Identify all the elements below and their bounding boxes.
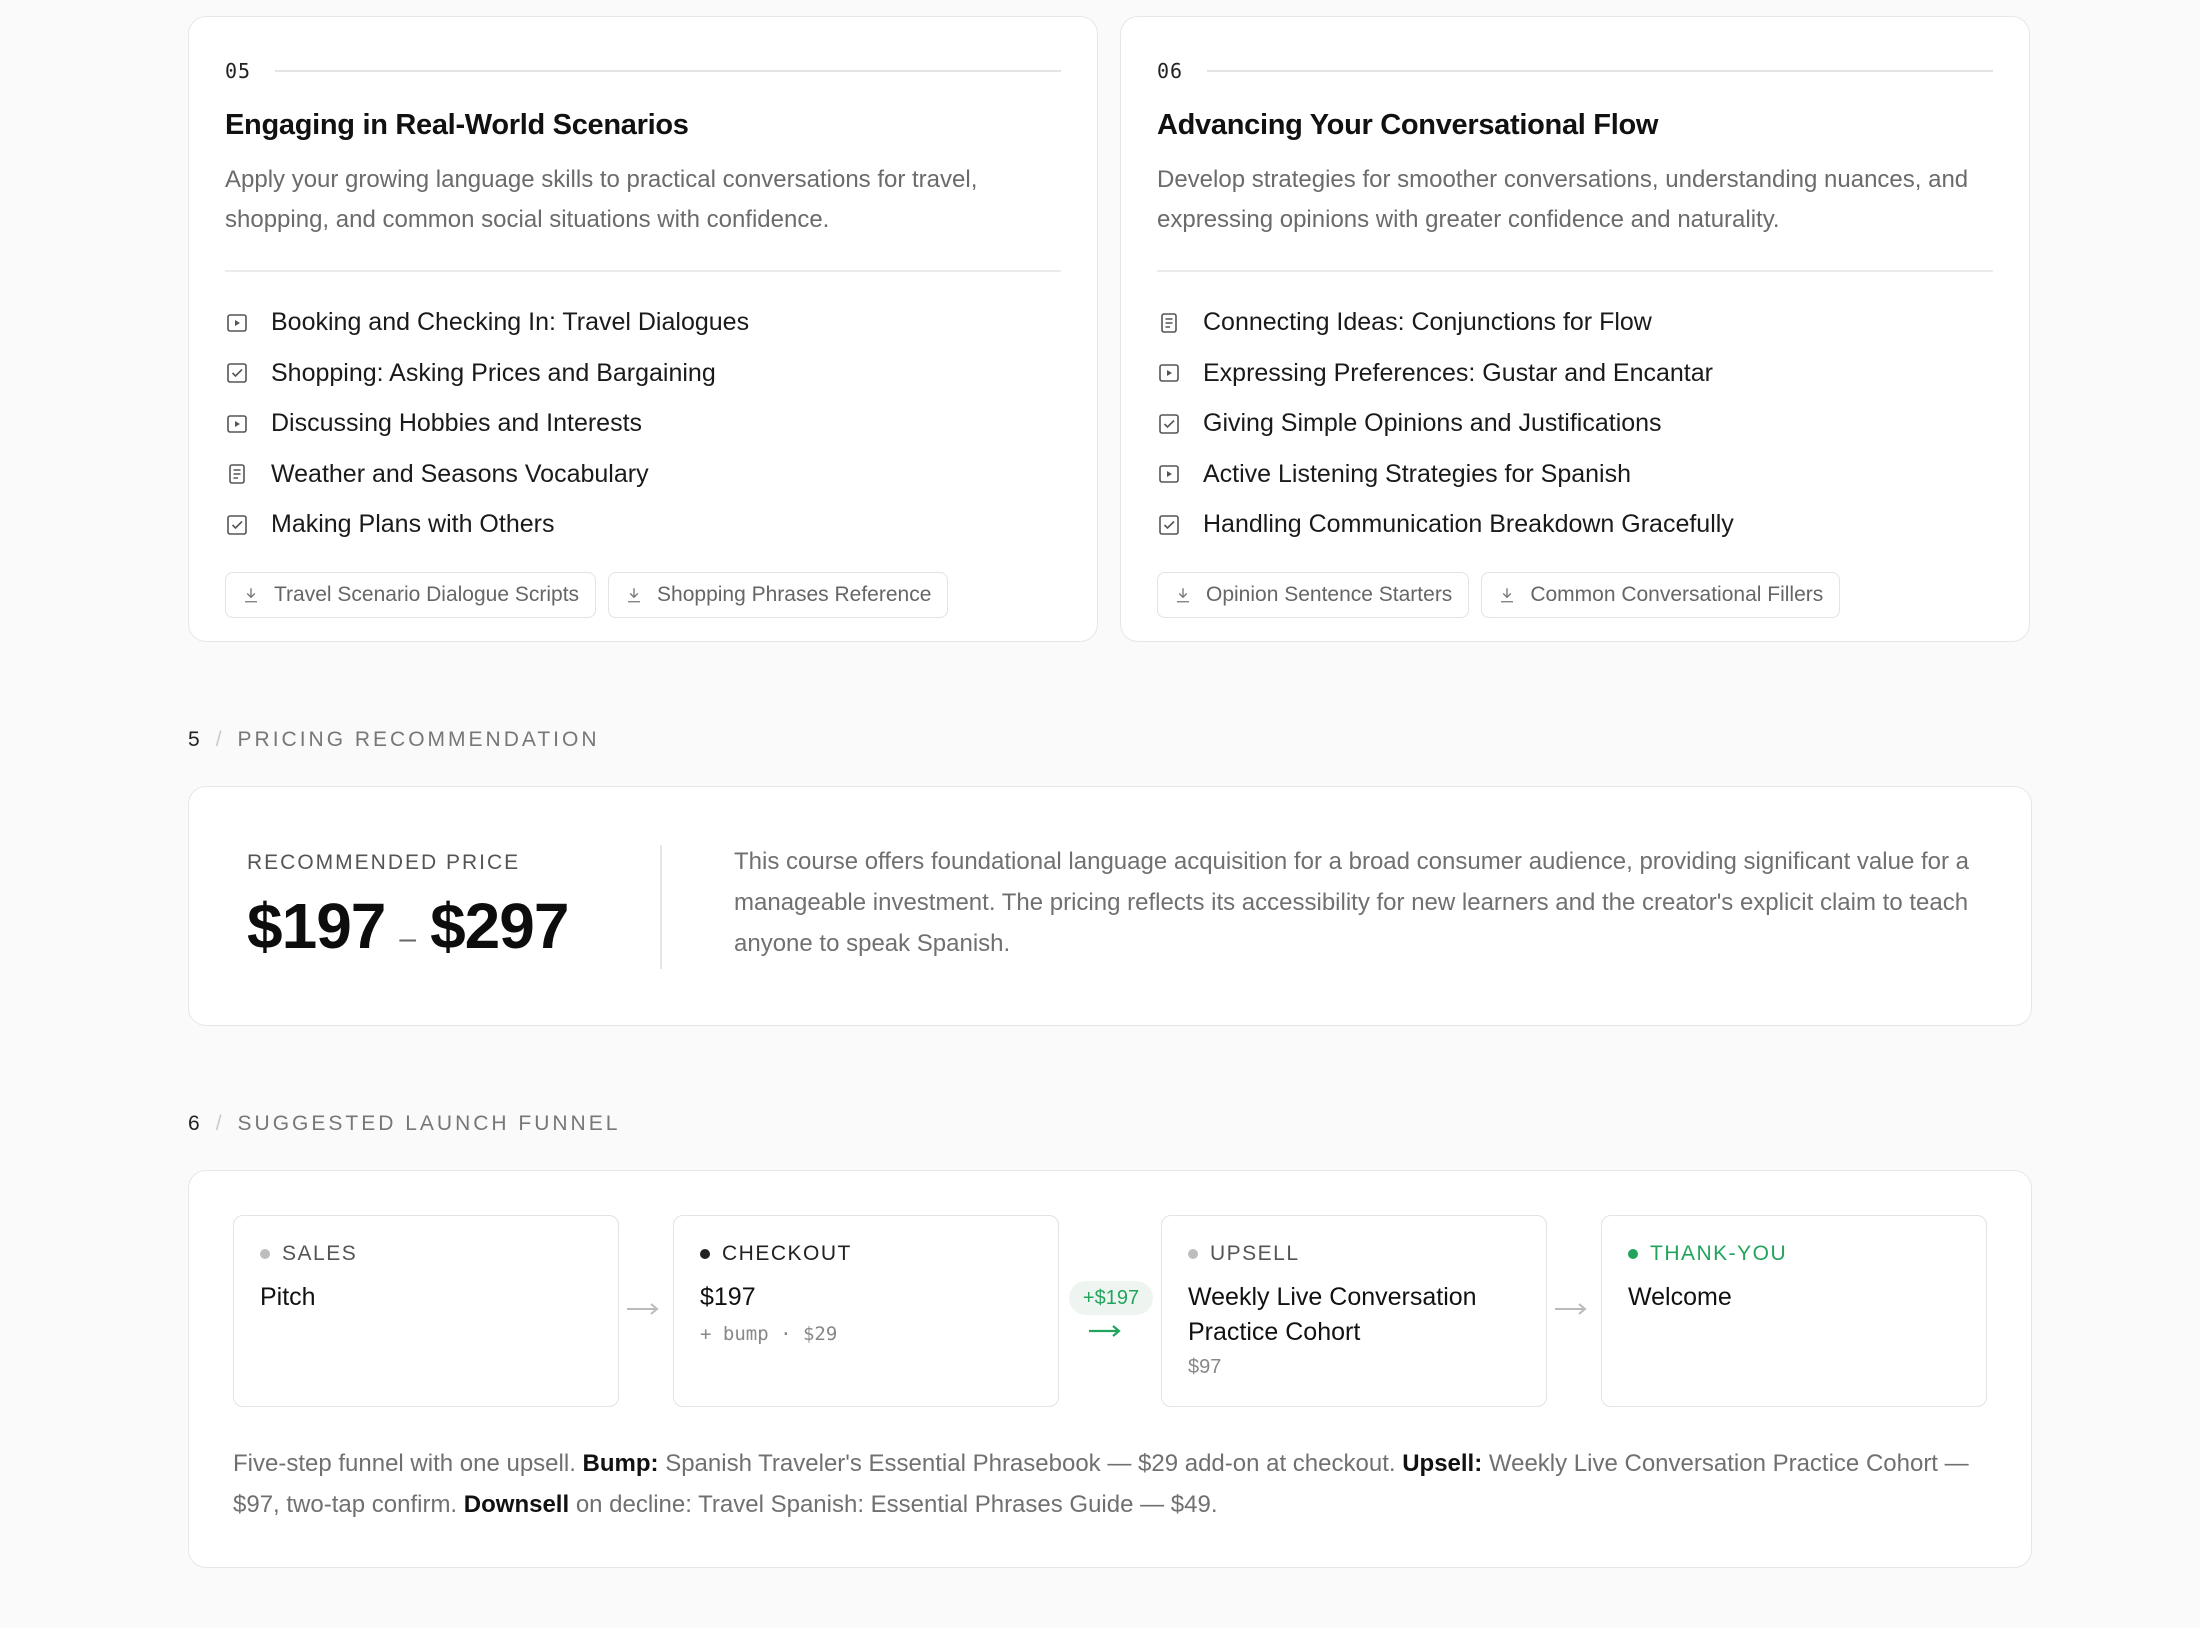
price-low: $197 xyxy=(247,890,386,962)
status-dot xyxy=(260,1249,270,1259)
lesson-label: Handling Communication Breakdown Gracefully xyxy=(1203,510,1734,539)
resource-download-button[interactable] xyxy=(225,572,596,618)
lesson-label: Discussing Hobbies and Interests xyxy=(271,409,643,438)
section-title: SUGGESTED LAUNCH FUNNEL xyxy=(237,1112,621,1135)
lesson-item[interactable] xyxy=(1157,348,1993,399)
module-number: 06 xyxy=(1157,59,1184,83)
module-header xyxy=(1157,53,1993,89)
lesson-item[interactable] xyxy=(225,500,1061,551)
divider xyxy=(1157,270,1993,272)
downsell-text: on decline: Travel Spanish: Essential Phrases Guide — $49. xyxy=(575,1491,1218,1518)
step-kicker xyxy=(1188,1242,1520,1266)
step-kicker-label: UPSELL xyxy=(1210,1242,1300,1265)
document-icon xyxy=(1157,311,1181,335)
download-icon xyxy=(1498,586,1516,604)
pricing-description: This course offers foundational language acquisition for a broad consumer audience, providing significant value for a manageable investment. The pricing reflects its accessibility for new learners and the creator's explicit claim to teach anyone to speak Spanish. xyxy=(734,848,1969,957)
step-kicker-label: THANK-YOU xyxy=(1650,1242,1788,1265)
section-slash: / xyxy=(215,1112,222,1135)
step-title: Welcome xyxy=(1628,1283,1732,1311)
header-rule xyxy=(1207,70,1993,72)
module-description: Apply your growing language skills to practical conversations for travel, shopping, and common social situations with confidence. xyxy=(225,166,978,233)
module-card-05 xyxy=(188,16,1098,642)
resource-label: Travel Scenario Dialogue Scripts xyxy=(274,583,580,606)
status-dot xyxy=(1628,1249,1638,1259)
bump-label: Bump: xyxy=(582,1450,659,1477)
section-number: 5 xyxy=(188,728,200,751)
lesson-list xyxy=(225,298,1061,551)
lesson-item[interactable] xyxy=(225,399,1061,450)
checkbox-icon xyxy=(1157,513,1181,537)
checkbox-icon xyxy=(1157,412,1181,436)
step-title: Weekly Live Conversation Practice Cohort xyxy=(1188,1283,1477,1346)
lesson-list xyxy=(1157,298,1993,551)
bump-info: + bump · $29 xyxy=(700,1323,838,1345)
lesson-label: Expressing Preferences: Gustar and Encantar xyxy=(1203,358,1713,387)
lesson-item[interactable] xyxy=(225,449,1061,500)
video-icon xyxy=(1157,361,1181,385)
arrow-right-icon xyxy=(1087,1323,1123,1339)
funnel-intro: Five-step funnel with one upsell. xyxy=(233,1450,576,1477)
lesson-label: Booking and Checking In: Travel Dialogues xyxy=(271,308,750,337)
header-rule xyxy=(275,70,1061,72)
module-number: 05 xyxy=(225,59,252,83)
funnel-card xyxy=(188,1170,2032,1568)
bump-text: Spanish Traveler's Essential Phrasebook — $29 add-on at checkout. xyxy=(665,1450,1396,1477)
funnel-step-thank-you[interactable] xyxy=(1601,1215,1987,1407)
resource-download-button[interactable] xyxy=(608,572,948,618)
arrow-right-icon xyxy=(1553,1301,1589,1317)
funnel-description xyxy=(233,1443,1993,1525)
step-kicker-label: SALES xyxy=(282,1242,358,1265)
lesson-label: Shopping: Asking Prices and Bargaining xyxy=(271,358,716,387)
resource-label: Common Conversational Fillers xyxy=(1530,583,1824,606)
download-icon xyxy=(242,586,260,604)
upsell-label: Upsell: xyxy=(1402,1450,1483,1477)
price-label: RECOMMENDED PRICE xyxy=(247,851,521,874)
module-description: Develop strategies for smoother conversations, understanding nuances, and expressing opinions with greater confidence and naturality. xyxy=(1157,166,1969,233)
price-dash: – xyxy=(399,922,417,955)
module-card-06 xyxy=(1120,16,2030,642)
price-range xyxy=(247,889,568,963)
section-header-funnel xyxy=(188,1112,620,1136)
lesson-item[interactable] xyxy=(225,298,1061,349)
section-number: 6 xyxy=(188,1112,200,1135)
section-header-pricing xyxy=(188,728,599,752)
funnel-step-checkout[interactable] xyxy=(673,1215,1059,1407)
step-price: $97 xyxy=(1188,1356,1222,1378)
lesson-label: Connecting Ideas: Conjunctions for Flow xyxy=(1203,308,1652,337)
lesson-label: Making Plans with Others xyxy=(271,510,555,539)
arrow-right-icon xyxy=(625,1301,661,1317)
step-title: $197 xyxy=(700,1283,756,1311)
lesson-label: Giving Simple Opinions and Justifications xyxy=(1203,409,1662,438)
step-kicker xyxy=(260,1242,592,1266)
video-icon xyxy=(1157,462,1181,486)
price-high: $297 xyxy=(430,890,569,962)
pricing-card xyxy=(188,786,2032,1026)
vertical-divider xyxy=(660,845,662,969)
status-dot xyxy=(700,1249,710,1259)
lesson-label: Weather and Seasons Vocabulary xyxy=(271,459,649,488)
resource-label: Opinion Sentence Starters xyxy=(1206,583,1453,606)
upsell-text: Weekly Live Conversation Practice Cohort — $97, two-tap confirm. xyxy=(233,1450,1969,1518)
video-icon xyxy=(225,311,249,335)
download-icon xyxy=(1174,586,1192,604)
downsell-label: Downsell xyxy=(463,1491,570,1518)
module-title: Advancing Your Conversational Flow xyxy=(1157,109,1659,141)
lesson-label: Active Listening Strategies for Spanish xyxy=(1203,459,1632,488)
section-slash: / xyxy=(215,728,222,751)
lesson-item[interactable] xyxy=(225,348,1061,399)
resource-list xyxy=(225,572,1061,618)
step-kicker xyxy=(1628,1242,1960,1266)
funnel-step-sales[interactable] xyxy=(233,1215,619,1407)
resource-label: Shopping Phrases Reference xyxy=(657,583,932,606)
upsell-tag: +$197 xyxy=(1069,1281,1153,1315)
funnel-step-upsell[interactable] xyxy=(1161,1215,1547,1407)
resource-list xyxy=(1157,572,1993,618)
module-title: Engaging in Real-World Scenarios xyxy=(225,109,689,141)
resource-download-button[interactable] xyxy=(1157,572,1469,618)
module-header xyxy=(225,53,1061,89)
step-kicker-label: CHECKOUT xyxy=(722,1242,852,1265)
price-block xyxy=(247,851,568,963)
status-dot xyxy=(1188,1249,1198,1259)
lesson-item[interactable] xyxy=(1157,298,1993,349)
step-kicker xyxy=(700,1242,1032,1266)
document-icon xyxy=(225,462,249,486)
section-title: PRICING RECOMMENDATION xyxy=(237,728,600,751)
lesson-item[interactable] xyxy=(1157,500,1993,551)
download-icon xyxy=(625,586,643,604)
divider xyxy=(225,270,1061,272)
step-title: Pitch xyxy=(260,1283,316,1311)
lesson-item[interactable] xyxy=(1157,449,1993,500)
resource-download-button[interactable] xyxy=(1481,572,1840,618)
checkbox-icon xyxy=(225,513,249,537)
video-icon xyxy=(225,412,249,436)
lesson-item[interactable] xyxy=(1157,399,1993,450)
checkbox-icon xyxy=(225,361,249,385)
